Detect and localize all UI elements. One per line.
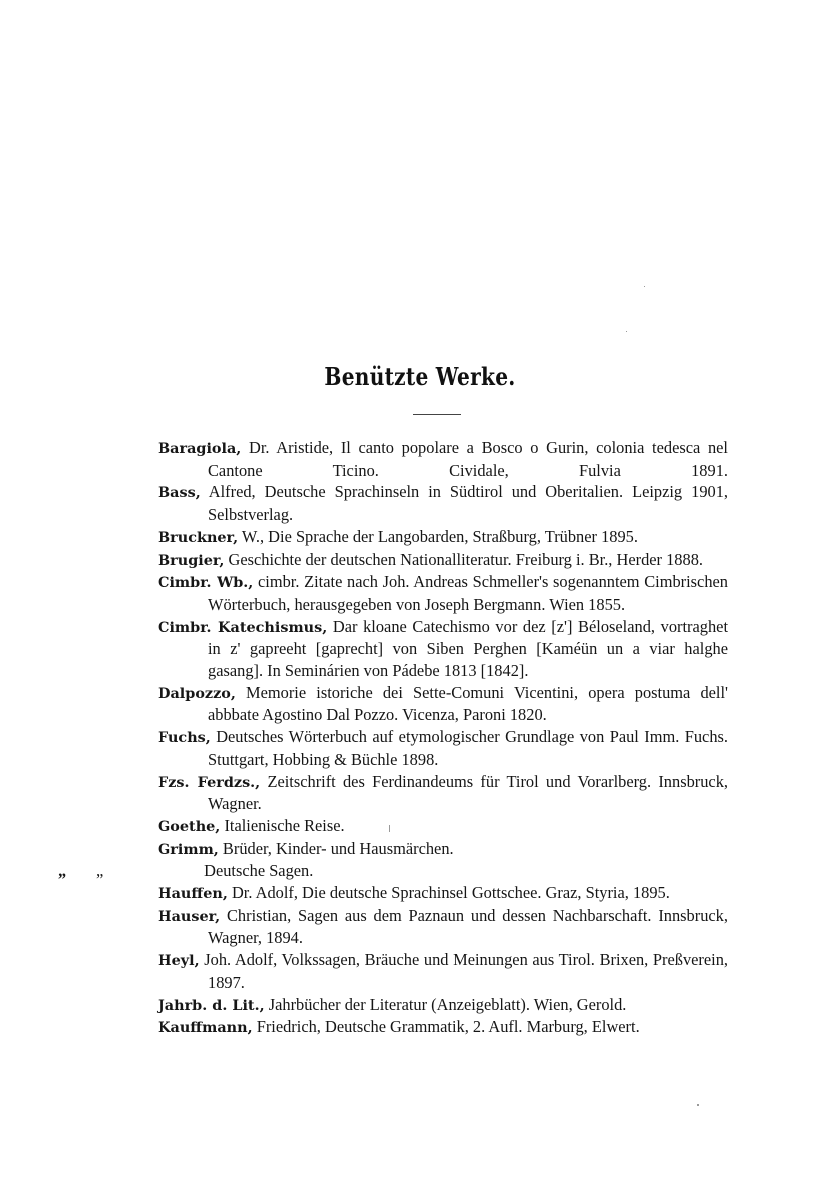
scan-speck	[644, 286, 645, 287]
entry-head: Kauffmann,	[158, 1019, 253, 1037]
entry-text: un a viar halghe gasang]. In Seminárien von Pádebe 1813 [1842].	[208, 639, 728, 681]
scan-speck	[389, 825, 390, 832]
entry-text: Alfred, Deutsche Sprachinseln in Südtirol und Oberitalien. Leipzig	[208, 482, 683, 502]
bibliography-entry-bruckner	[158, 526, 728, 549]
entry-text: Innsbruck, Wagner.	[208, 771, 728, 814]
scan-speck	[626, 331, 627, 332]
entry-head: Heyl,	[158, 952, 200, 970]
entry-head: Hauser,	[158, 907, 221, 925]
entry-text: Friedrich, Deutsche Grammatik, 2. Aufl. Marburg, Elwert.	[256, 1017, 640, 1037]
entry-text: cimbr. Zitate nach Joh. Andreas Schmeller's sogenanntem	[258, 572, 640, 592]
entry-text: Brixen, Preßverein, 1897.	[208, 950, 729, 992]
ditto-mark: „	[58, 861, 67, 881]
bibliography-entry-grimm-ditto	[58, 860, 728, 882]
entry-head: Brugier,	[158, 551, 225, 569]
bibliography-entry-hauffen	[158, 882, 728, 905]
entry-head: Goethe,	[158, 817, 221, 835]
entry-text: Geschichte der deutschen Nationalliteratur. Freiburg i. Br.,	[228, 549, 613, 569]
entry-head: Hauffen,	[158, 885, 228, 903]
bibliography-entry-dalpozzo	[158, 682, 728, 726]
bibliography-entry-brugier	[158, 549, 728, 572]
entry-head: Baragiola,	[158, 440, 242, 457]
entry-text: Memorie istoriche dei Sette-Comuni Vicentini, opera postuma	[246, 682, 691, 702]
bibliography-entry-bass	[158, 481, 728, 525]
bibliography-list	[58, 437, 729, 1039]
bibliography-entry-baragiola	[158, 437, 728, 481]
entry-head: Jahrb. d. Lit.,	[158, 996, 265, 1014]
bibliography-entry-grimm	[158, 838, 728, 861]
bibliography-entry-cimbr-wb	[158, 571, 728, 615]
entry-text: Jahrbücher der Literatur (Anzeigeblatt). Wien, Gerold.	[268, 994, 627, 1014]
entry-head: Cimbr. Wb.,	[158, 574, 254, 592]
entry-text: Brüder, Kinder- und Hausmärchen.	[222, 838, 454, 858]
entry-text: W., Die Sprache der Langobarden, Straßburg, Trübner 1895.	[241, 526, 638, 546]
entry-text: Herder 1888.	[616, 549, 703, 569]
entry-head: Grimm,	[158, 840, 219, 858]
entry-text: Joh. Adolf, Volkssagen, Bräuche und Meinungen aus Tirol.	[204, 950, 595, 970]
bibliography-entry-hauser	[158, 905, 728, 949]
bibliography-entry-jahrb	[158, 994, 728, 1017]
entry-text: Christian, Sagen aus dem Paznaun und dessen Nachbarschaft.	[227, 905, 652, 925]
entry-text: tedesca nel Cantone Ticino. Cividale, Fulvia 1891.	[208, 438, 728, 480]
ditto-mark: „	[96, 861, 104, 881]
bibliography-entry-heyl	[158, 949, 728, 993]
scan-speck	[697, 1104, 699, 1106]
entry-text: Cimbrischen Wörterbuch, herausgegeben von Joseph Bergmann.	[208, 572, 728, 614]
entry-head: Bass,	[158, 484, 201, 502]
entry-text: Imm. Fuchs. Stuttgart, Hobbing & Büchle 1898.	[208, 727, 728, 769]
page-title: Benützte Werke.	[324, 362, 516, 391]
entry-head: Fzs. Ferdzs.,	[158, 773, 261, 791]
entry-head: Dalpozzo,	[158, 684, 236, 702]
entry-text: Deutsches Wörterbuch auf etymologischer Grundlage von Paul	[216, 727, 639, 747]
bibliography-entry-fzs-ferdzs	[158, 771, 728, 815]
bibliography-entry-kauffmann	[158, 1016, 728, 1039]
entry-text: Zeitschrift des Ferdinandeums für Tirol und Vorarlberg.	[267, 771, 652, 791]
entry-head: Cimbr. Katechismus,	[158, 618, 328, 636]
entry-text: Wien 1855.	[549, 594, 626, 614]
entry-text: Italienische Reise.	[224, 815, 345, 835]
ditto-marks	[58, 860, 200, 882]
title-divider	[413, 414, 461, 415]
entry-text: 1901, Selbstverlag.	[208, 482, 729, 525]
entry-text: Innsbruck, Wagner, 1894.	[208, 905, 728, 948]
entry-text: Dr. Aristide, Il canto popolare a Bosco o Gurin, colonia	[249, 438, 645, 457]
entry-text: vortraghet in z' gapreeht [gaprecht] von Siben Perghen [Kaméün	[208, 616, 728, 659]
entry-text: Deutsche Sagen.	[204, 861, 314, 881]
bibliography-entry-cimbr-katechismus	[158, 616, 728, 682]
entry-text: Dr. Adolf, Die deutsche Sprachinsel Gottschee. Graz, Styria,	[231, 883, 629, 903]
entry-text: dell' abbbate Agostino Dal Pozzo. Vicenza, Paroni 1820.	[208, 682, 728, 725]
bibliography-entry-goethe	[158, 815, 728, 838]
entry-text: 1895.	[632, 883, 670, 903]
bibliography-entry-fuchs	[158, 726, 728, 770]
entry-head: Bruckner,	[158, 528, 239, 546]
entry-text: Dar kloane Catechismo vor dez [z'] Béloseland,	[332, 616, 655, 636]
entry-head: Fuchs,	[158, 729, 211, 747]
